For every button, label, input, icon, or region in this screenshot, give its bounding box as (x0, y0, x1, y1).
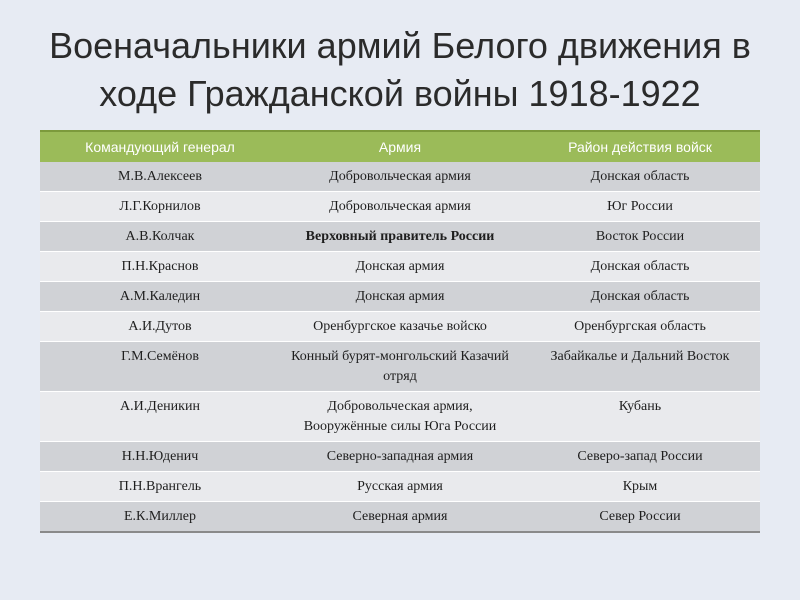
table-row (40, 312, 760, 342)
cell-general: А.М.Каледин (40, 282, 280, 312)
cell-general: Е.К.Миллер (40, 502, 280, 533)
table-body (40, 162, 760, 532)
cell-area: Донская область (520, 282, 760, 312)
cell-general: М.В.Алексеев (40, 162, 280, 192)
cell-general: Н.Н.Юденич (40, 442, 280, 472)
table-header (40, 131, 760, 162)
cell-army: Конный бурят-монгольский Казачий отряд (280, 342, 520, 392)
cell-army: Донская армия (280, 282, 520, 312)
cell-area: Восток России (520, 222, 760, 252)
column-header-general: Командующий генерал (40, 131, 280, 162)
table-row (40, 282, 760, 312)
cell-army: Северная армия (280, 502, 520, 533)
cell-army: Оренбургское казачье войско (280, 312, 520, 342)
cell-area: Крым (520, 472, 760, 502)
table-header-row (40, 131, 760, 162)
generals-table (40, 130, 760, 533)
table-row (40, 192, 760, 222)
cell-general: П.Н.Краснов (40, 252, 280, 282)
table-row (40, 472, 760, 502)
column-header-army: Армия (280, 131, 520, 162)
cell-army: Добровольческая армия (280, 162, 520, 192)
column-header-area: Район действия войск (520, 131, 760, 162)
cell-army: Добровольческая армия (280, 192, 520, 222)
cell-area: Донская область (520, 162, 760, 192)
cell-area: Кубань (520, 392, 760, 442)
cell-army: Северно-западная армия (280, 442, 520, 472)
cell-area: Север России (520, 502, 760, 533)
page-title (0, 22, 800, 118)
cell-army: Донская армия (280, 252, 520, 282)
table-row (40, 222, 760, 252)
table-row (40, 442, 760, 472)
table-row (40, 392, 760, 442)
cell-general: Г.М.Семёнов (40, 342, 280, 392)
page-title-line-1: Военачальники армий Белого движения в (49, 25, 751, 66)
cell-area: Юг России (520, 192, 760, 222)
table-row (40, 502, 760, 533)
cell-army: Верховный правитель России (280, 222, 520, 252)
page-title-line-2: ходе Гражданской войны 1918-1922 (99, 73, 701, 114)
table-row (40, 252, 760, 282)
table-row (40, 162, 760, 192)
cell-area: Донская область (520, 252, 760, 282)
cell-general: А.В.Колчак (40, 222, 280, 252)
cell-area: Северо-запад России (520, 442, 760, 472)
cell-army: Русская армия (280, 472, 520, 502)
cell-army: Добровольческая армия, Вооружённые силы Юга России (280, 392, 520, 442)
cell-area: Оренбургская область (520, 312, 760, 342)
cell-general: А.И.Дутов (40, 312, 280, 342)
table-row (40, 342, 760, 392)
cell-area: Забайкалье и Дальний Восток (520, 342, 760, 392)
cell-general: П.Н.Врангель (40, 472, 280, 502)
cell-general: Л.Г.Корнилов (40, 192, 280, 222)
cell-general: А.И.Деникин (40, 392, 280, 442)
